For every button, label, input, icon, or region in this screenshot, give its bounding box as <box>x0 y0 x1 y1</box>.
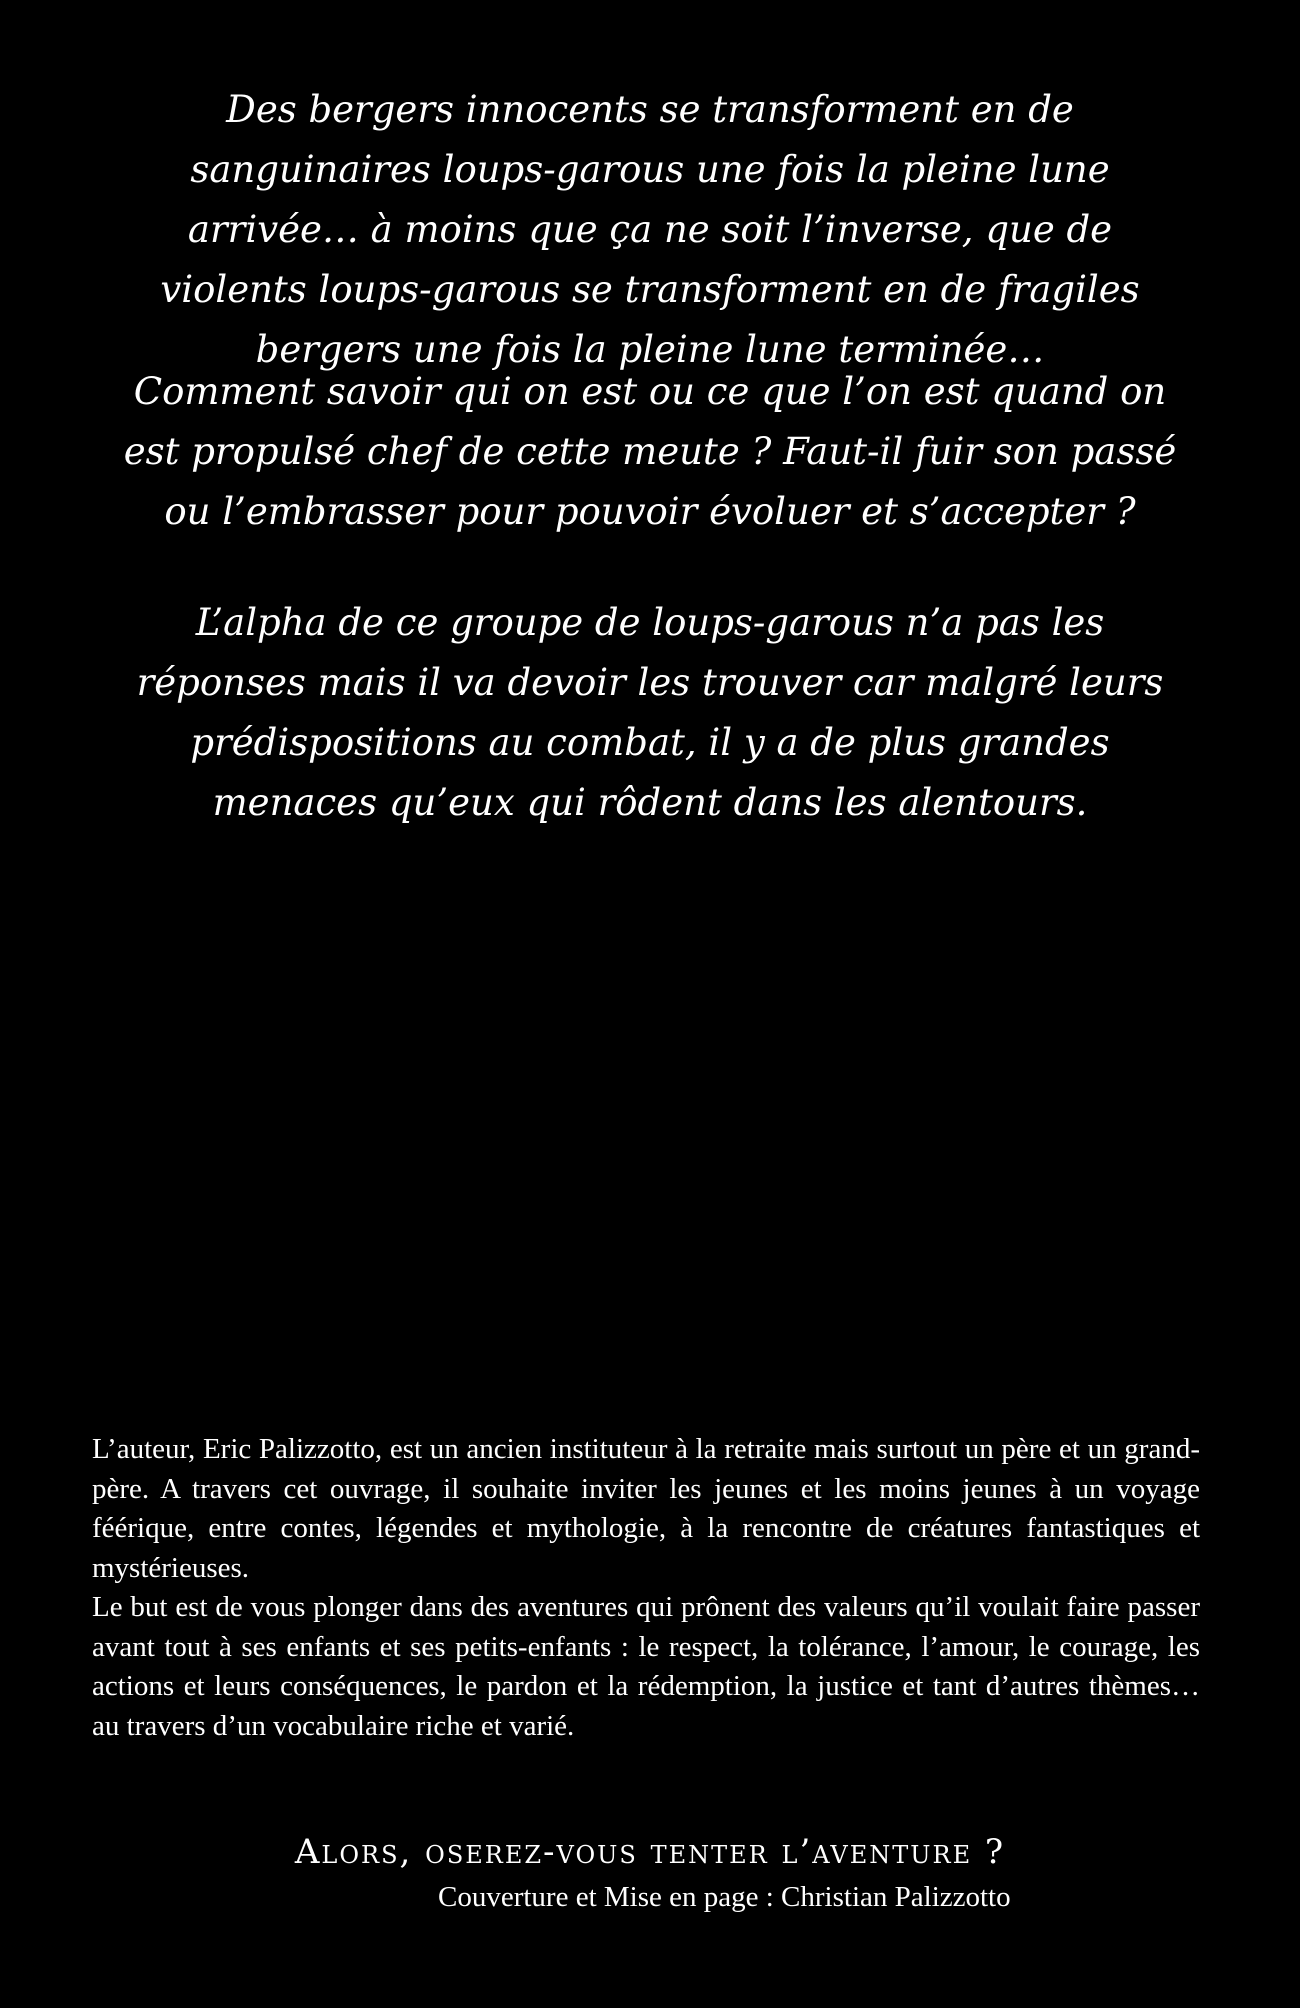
author-bio-paragraph-1: L’auteur, Eric Palizzotto, est un ancien instituteur à la retraite mais surtout un père et un grand-père. A travers cet ouvrage, il souhaite inviter les jeunes et les moins jeunes à un voyage féérique, entre contes, légendes et mythologie, à la rencontre de créatures fantastiques et mystérieuses. <box>92 1433 1200 1584</box>
author-bio-paragraph-2: Le but est de vous plonger dans des aventures qui prônent des valeurs qu’il voulait faire passer avant tout à ses enfants et ses petits-enfants : le respect, la tolérance, l’amour, le courage, les actions et leurs conséquences, le pardon et la rédemption, la justice et tant d’autres thèmes… au travers d’un vocabulaire riche et varié. <box>92 1591 1200 1742</box>
blurb-paragraph-1: Des bergers innocents se transforment en de sanguinaires loups-garous une fois la pleine lune arrivée… à moins que ça ne soit l’inverse, que de violents loups-garous se transforment en de fragiles bergers une fois la pleine lune terminée… <box>160 88 1140 371</box>
blurb-paragraph-2: Comment savoir qui on est ou ce que l’on est quand on est propulsé chef de cette meute ? Faut-il fuir son passé ou l’embrasser pour pouvoir évoluer et s’accepter ? <box>123 370 1177 533</box>
credits: Couverture et Mise en page : Christian Palizzotto <box>438 1881 1011 1913</box>
blurb-paragraph-3: L’alpha de ce groupe de loups-garous n’a pas les réponses mais il va devoir les trouver car malgré leurs prédispositions au combat, il y a de plus grandes menaces qu’eux qui rôdent dans les alentours. <box>136 601 1164 824</box>
tagline: Alors, oserez-vous tenter l’aventure ? <box>294 1832 1006 1872</box>
author-bio <box>92 1430 1200 1746</box>
